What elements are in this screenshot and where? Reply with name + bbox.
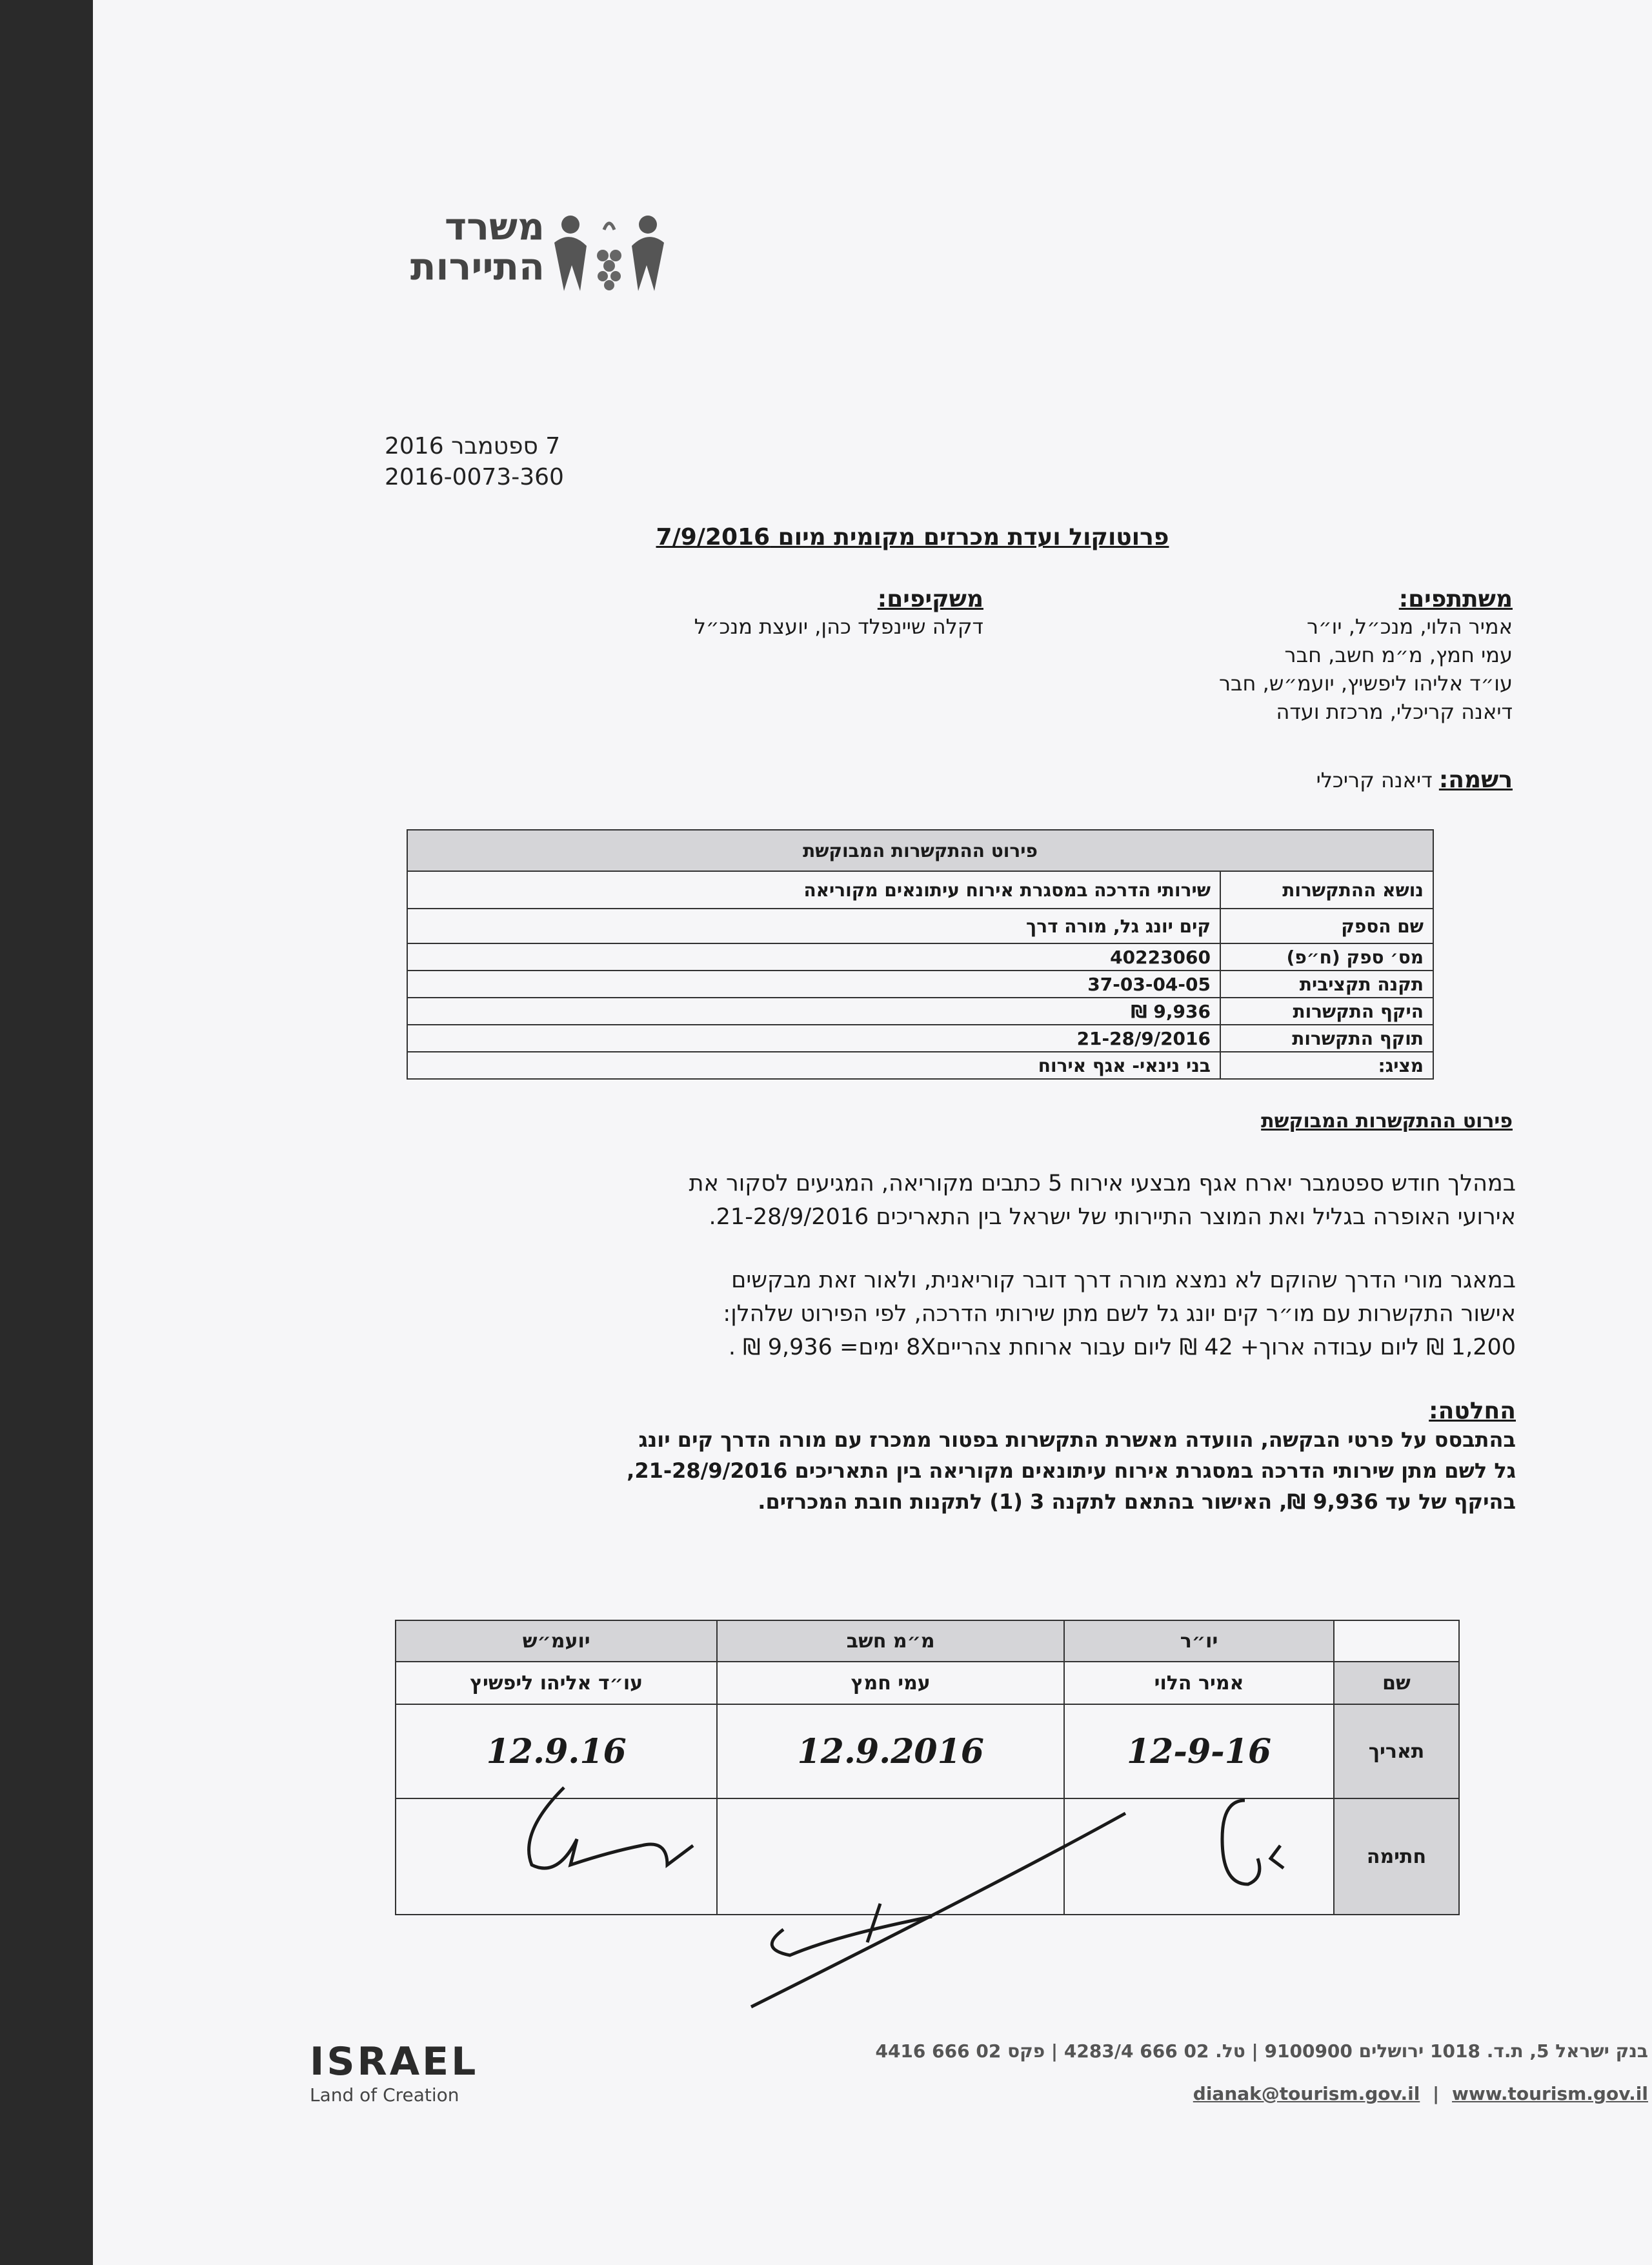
signature-stroke [1271,1846,1284,1868]
page-title: פרוטוקול ועדת מכרזים מקומית מיום 7/9/2016 [656,524,1169,550]
paragraph-line: במהלך חודש ספטמבר יארח אגף מבצעי אירוח 5 כתבים מקוריאה, המגיעים לסקור את [689,1171,1516,1196]
participants-section [996,586,1513,726]
roles-row [396,1620,1459,1662]
recorder-name: דיאנה קריכלי [1316,768,1433,792]
row-label: תקנה תקציבית [1220,971,1433,998]
name-cell: אמיר הלוי [1064,1662,1334,1704]
footer-address: בנק ישראל 5, ת.ד. 1018 ירושלים 9100900 | טל. 02 666 4283/4 | פקס 02 666 4416 [875,2040,1648,2062]
request-paragraph-1 [493,1167,1516,1234]
row-label: מציג: [1220,1052,1433,1079]
signature-stroke [1222,1800,1260,1884]
row-value: קים יונג גל, מורה דרך [407,909,1220,943]
logo-line-2: התיירות [410,245,545,288]
recorder-line [996,767,1513,793]
date-label: תאריך [1334,1704,1459,1798]
logo-figures-icon [545,210,674,294]
decision-section [480,1398,1516,1517]
paragraph-line: אישור התקשרות עם מו״ר קים יונג גל לשם מתן שירותי הדרכה, לפי הפירוט שלהלן: [723,1301,1516,1327]
document-reference: 2016-0073-360 [385,464,564,490]
participants-heading: משתתפים: [1398,586,1513,612]
names-row [396,1662,1459,1704]
ministry-logo [383,206,764,297]
role-cell: יו״ר [1064,1620,1334,1662]
logo-line-1: משרד [445,205,545,248]
handwritten-date: 12.9.2016 [717,1704,1064,1798]
details-table-header-row [407,830,1433,871]
recorder-label: רשמה: [1438,767,1513,793]
signature-stroke [751,1813,1125,2007]
corner-cell [1334,1620,1459,1662]
brand-tagline: Land of Creation [310,2084,459,2106]
role-cell: מ״מ חשב [717,1620,1064,1662]
signature-stroke [529,1787,693,1868]
details-table-header: פירוט ההתקשרות המבוקשת [407,830,1433,871]
table-row [407,909,1433,943]
details-table [407,829,1434,1080]
table-row [407,943,1433,971]
row-value: 9,936 ₪ [407,998,1220,1025]
decision-heading: החלטה: [1429,1398,1516,1424]
name-cell: עמי חמץ [717,1662,1064,1704]
row-value: 40223060 [407,943,1220,971]
name-cell: עו״ד אליהו ליפשיץ [396,1662,717,1704]
row-value: בני נינאי- אגף אירוח [407,1052,1220,1079]
document-page [93,0,1652,2265]
row-label: שם הספק [1220,909,1433,943]
name-label: שם [1334,1662,1459,1704]
table-row [407,998,1433,1025]
participant-line: עמי חמץ, מ״מ חשב, חבר [1284,643,1513,667]
details-heading: פירוט ההתקשרות המבוקשת [1261,1110,1513,1132]
row-label: מס׳ ספק (ח״פ) [1220,943,1433,971]
participant-line: אמיר הלוי, מנכ״ל, יו״ר [1306,614,1513,639]
row-value: 37-03-04-05 [407,971,1220,998]
table-row [407,971,1433,998]
signature-label: חתימה [1334,1798,1459,1915]
table-row [407,871,1433,909]
role-cell: יועמ״ש [396,1620,717,1662]
paragraph-line: 1,200 ₪ ליום עבודה ארוך+ 42 ₪ ליום עבור ארוחת צהריים8X ימים= 9,936 ₪ . [728,1334,1516,1360]
footer-contacts [1080,2083,1648,2104]
decision-line: בהיקף של עד 9,936 ₪, האישור בהתאם לתקנה 3 (1) לתקנות חובת המכרזים. [758,1489,1516,1514]
row-value: 21-28/9/2016 [407,1025,1220,1052]
participant-line: עו״ד אליהו ליפשיץ, יועמ״ש, חבר [1218,671,1513,696]
table-row [407,1025,1433,1052]
decision-line: בהתבסס על פרטי הבקשה, הוועדה מאשרת התקשרות בפטור ממכרז עם מורה הדרך קים יונג [638,1427,1516,1452]
footer-separator: | [1433,2083,1440,2104]
website-link[interactable]: www.tourism.gov.il [1452,2083,1648,2104]
participant-line: דיאנה קריכלי, מרכזת ועדה [1276,700,1513,724]
handwritten-date: 12-9-16 [1064,1704,1334,1798]
decision-line: גל לשם מתן שירותי הדרכה במסגרת אירוח עיתונאים מקוריאה בין התאריכים 21-28/9/2016, [627,1458,1516,1483]
footer-logo [310,2039,478,2106]
table-row [407,1052,1433,1079]
paragraph-line: במאגר מורי הדרך שהוקם לא נמצא מורה דרך דובר קוריאנית, ולאור זאת מבקשים [731,1267,1516,1293]
document-date: 7 ספטמבר 2016 [385,433,561,459]
handwritten-signatures [480,1781,1384,2039]
observers-heading: משקיפים: [877,586,983,612]
row-label: היקף התקשרות [1220,998,1433,1025]
paragraph-line: אירועי האופרה בגליל ואת המוצר התיירותי של ישראל בין התאריכים 21-28/9/2016. [709,1204,1516,1230]
email-link[interactable]: dianak@tourism.gov.il [1193,2083,1420,2104]
brand-logo: ISRAEL [310,2039,479,2084]
row-label: נושא ההתקשרות [1220,871,1433,909]
observer-line: דקלה שיינפלד כהן, יועצת מנכ״ל [694,614,983,639]
row-value: שירותי הדרכה במסגרת אירוח עיתונאים מקוריאה [407,871,1220,909]
observers-section [512,586,983,641]
request-paragraph-2 [493,1263,1516,1364]
date-block [385,431,643,493]
handwritten-date: 12.9.16 [396,1704,717,1798]
row-label: תוקף התקשרות [1220,1025,1433,1052]
